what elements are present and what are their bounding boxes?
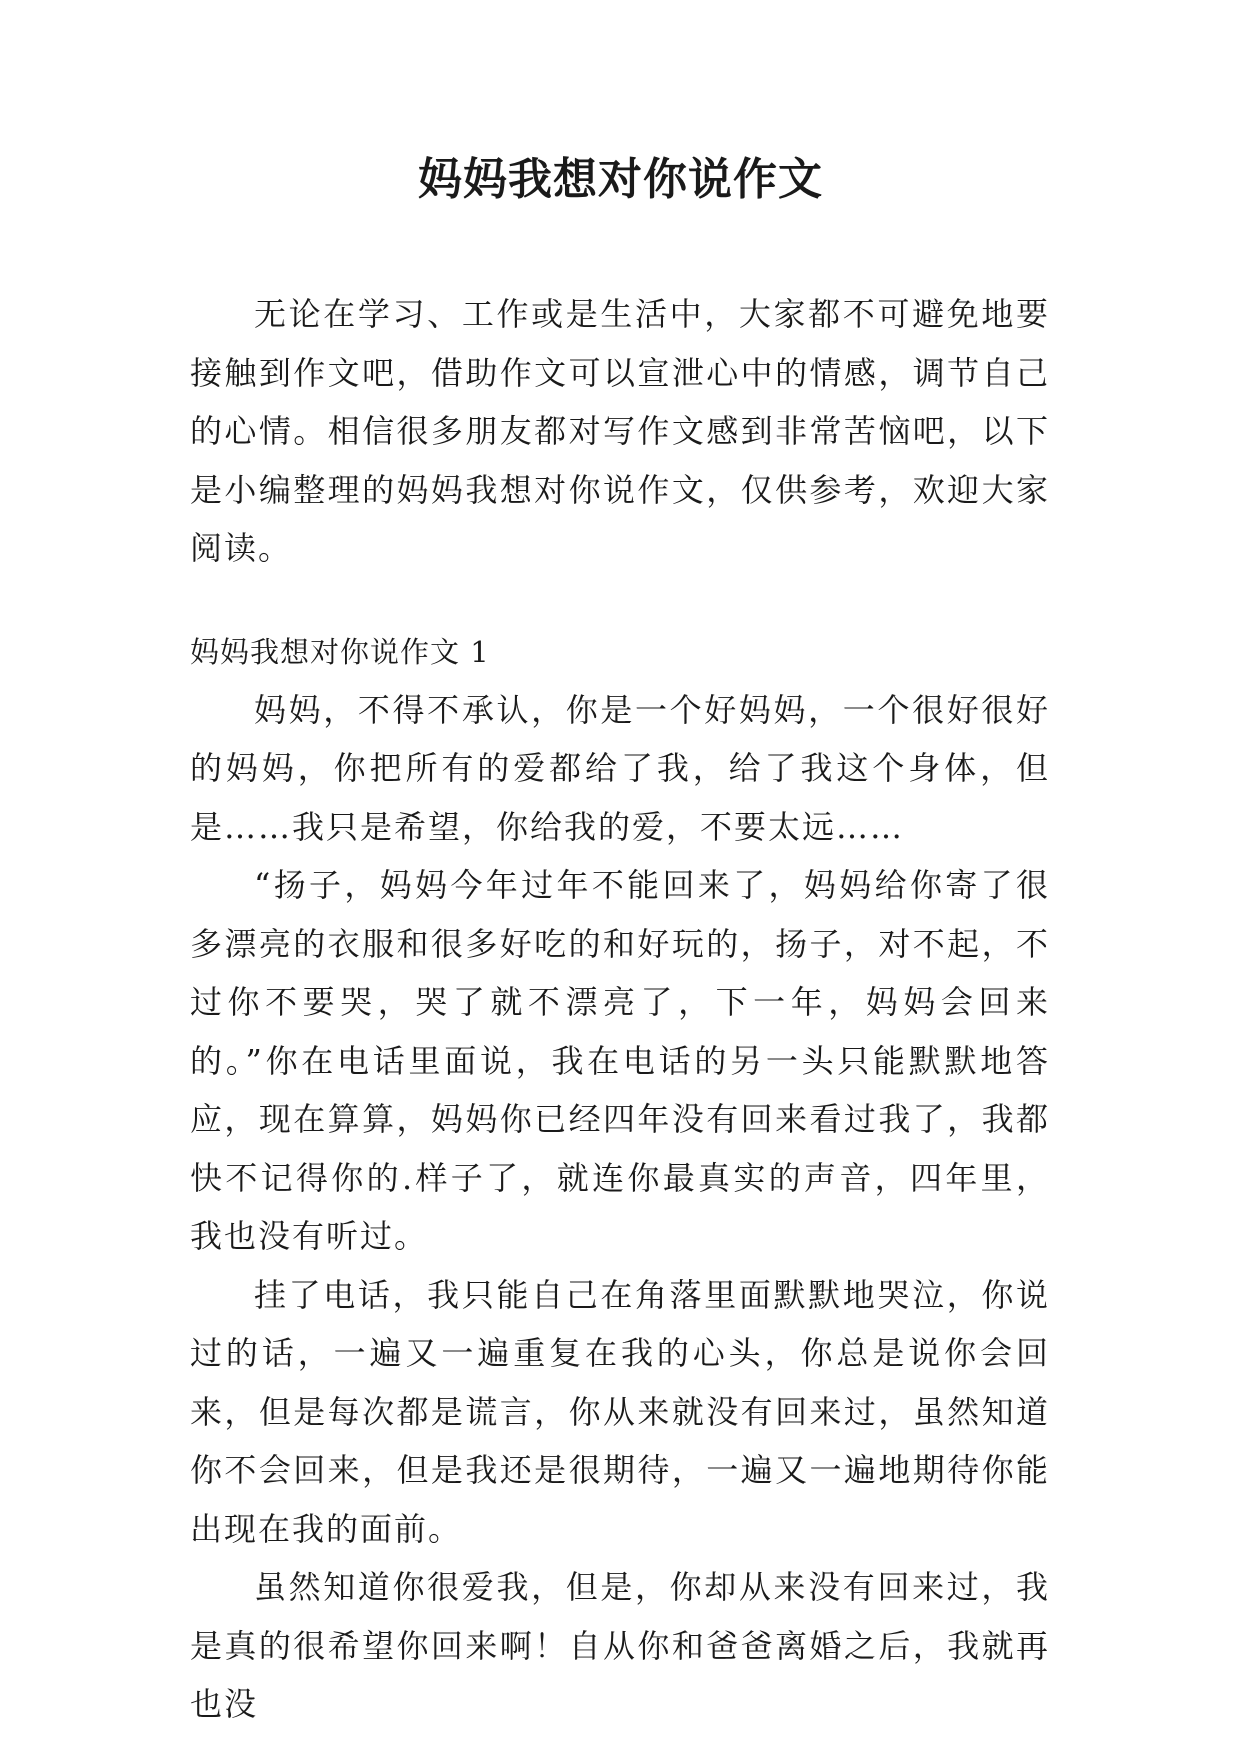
body-paragraph: 挂了电话，我只能自己在角落里面默默地哭泣，你说过的话，一遍又一遍重复在我的心头，你总是说你会回来，但是每次都是谎言，你从来就没有回来过，虽然知道你不会回来，但是我还是很期待，一遍又一遍地期待你能出现在我的面前。 [190, 1275, 1050, 1548]
body-paragraph: 妈妈，不得不承认，你是一个好妈妈，一个很好很好的妈妈，你把所有的爱都给了我，给了我这个身体，但是……我只是希望，你给我的爱，不要太远…… [190, 690, 1050, 846]
body-paragraph: “扬子，妈妈今年过年不能回来了，妈妈给你寄了很多漂亮的衣服和很多好吃的和好玩的，扬子，对不起，不过你不要哭，哭了就不漂亮了，下一年，妈妈会回来的。”你在电话里面说，我在电话的另一头只能默默地答应，现在算算，妈妈你已经四年没有回来看过我了，我都快不记得你的.样子了，就连你最真实的声音，四年里，我也没有听过。 [190, 866, 1050, 1255]
document-body [190, 285, 1050, 1734]
intro-paragraph: 无论在学习、工作或是生活中，大家都不可避免地要接触到作文吧，借助作文可以宣泄心中的情感，调节自己的心情。相信很多朋友都对写作文感到非常苦恼吧，以下是小编整理的妈妈我想对你说作文，仅供参考，欢迎大家阅读。 [190, 295, 1050, 567]
body-paragraph: 虽然知道你很爱我，但是，你却从来没有回来过，我是真的很希望你回来啊！自从你和爸爸离婚之后，我就再也没 [190, 1568, 1050, 1723]
section-heading: 妈妈我想对你说作文 1 [190, 634, 490, 669]
document-title: 妈妈我想对你说作文 [418, 154, 823, 205]
